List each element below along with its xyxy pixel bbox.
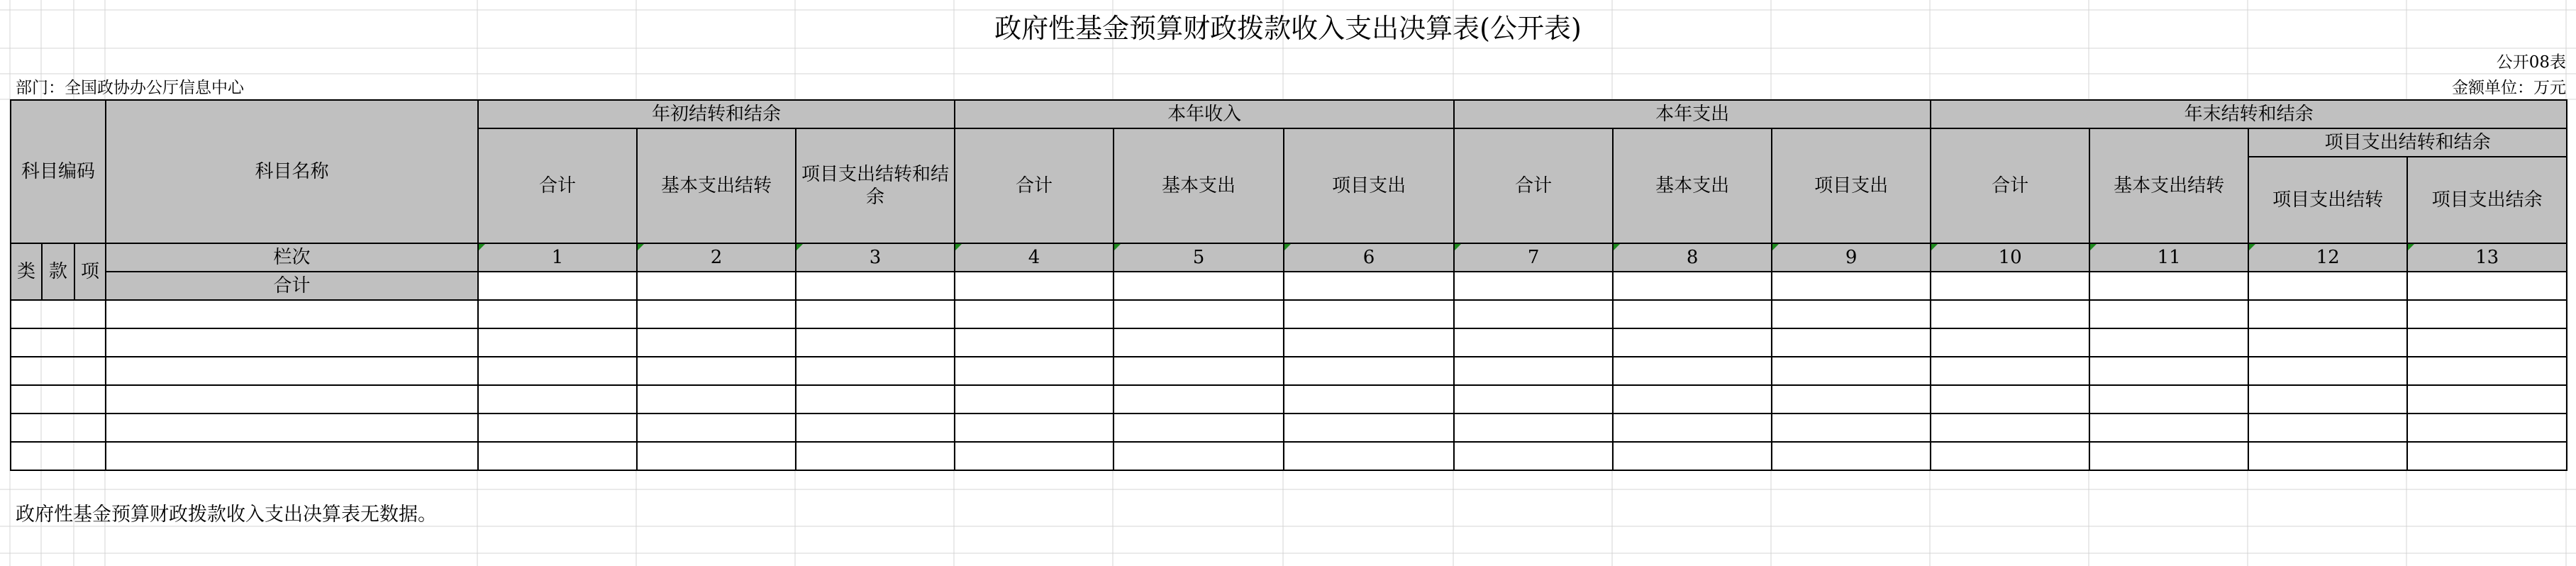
value-cell[interactable] xyxy=(1284,357,1454,385)
column-number: 4 xyxy=(955,243,1114,272)
value-cell[interactable] xyxy=(1114,328,1284,357)
table-row xyxy=(11,414,2567,442)
column-number: 10 xyxy=(1931,243,2089,272)
value-cell[interactable] xyxy=(478,357,637,385)
column-number: 3 xyxy=(796,243,955,272)
value-cell[interactable] xyxy=(796,414,955,442)
value-cell[interactable] xyxy=(478,442,637,470)
value-cell[interactable] xyxy=(796,300,955,328)
value-cell[interactable] xyxy=(1114,442,1284,470)
value-cell[interactable] xyxy=(637,300,796,328)
code-cell[interactable] xyxy=(11,414,106,442)
header-income-total: 合计 xyxy=(955,128,1114,243)
column-number: 1 xyxy=(478,243,637,272)
value-cell[interactable] xyxy=(1114,300,1284,328)
value-cell[interactable] xyxy=(637,385,796,414)
value-cell[interactable] xyxy=(2089,300,2248,328)
code-cell[interactable] xyxy=(11,385,106,414)
header-income-basic: 基本支出 xyxy=(1114,128,1284,243)
value-cell[interactable] xyxy=(1613,442,1772,470)
column-number: 2 xyxy=(637,243,796,272)
name-cell[interactable] xyxy=(106,328,478,357)
value-cell[interactable] xyxy=(1772,300,1931,328)
header-opening-project-carryover: 项目支出结转和结余 xyxy=(796,128,955,243)
value-cell[interactable] xyxy=(478,414,637,442)
value-cell[interactable] xyxy=(2089,414,2248,442)
header-closing-balance: 年末结转和结余 xyxy=(1931,100,2567,128)
value-cell[interactable] xyxy=(478,300,637,328)
code-cell[interactable] xyxy=(11,300,106,328)
name-cell[interactable] xyxy=(106,385,478,414)
column-number: 12 xyxy=(2248,243,2407,272)
value-cell[interactable] xyxy=(955,300,1114,328)
total-cell[interactable] xyxy=(1931,272,2089,300)
value-cell[interactable] xyxy=(2407,300,2567,328)
column-index-label: 栏次 xyxy=(106,243,478,272)
value-cell[interactable] xyxy=(1284,328,1454,357)
value-cell[interactable] xyxy=(1613,385,1772,414)
header-closing-basic-carryover: 基本支出结转 xyxy=(2089,128,2248,243)
header-closing-project-balance: 项目支出结余 xyxy=(2407,157,2567,243)
no-data-note: 政府性基金预算财政拨款收入支出决算表无数据。 xyxy=(16,504,437,526)
table-row xyxy=(11,328,2567,357)
total-cell[interactable] xyxy=(1772,272,1931,300)
header-opening-basic-carryover: 基本支出结转 xyxy=(637,128,796,243)
amount-unit-label: 金额单位：万元 xyxy=(2452,79,2566,97)
value-cell[interactable] xyxy=(1114,357,1284,385)
value-cell[interactable] xyxy=(1613,328,1772,357)
total-cell[interactable] xyxy=(2248,272,2407,300)
header-closing-project-carryover: 项目支出结转 xyxy=(2248,157,2407,243)
value-cell[interactable] xyxy=(796,328,955,357)
value-cell[interactable] xyxy=(2248,414,2407,442)
value-cell[interactable] xyxy=(1772,328,1931,357)
code-cell[interactable] xyxy=(11,442,106,470)
code-level-item: 项 xyxy=(74,243,106,300)
header-expenditure-total: 合计 xyxy=(1454,128,1613,243)
value-cell[interactable] xyxy=(1454,328,1613,357)
value-cell[interactable] xyxy=(2407,357,2567,385)
value-cell[interactable] xyxy=(796,442,955,470)
value-cell[interactable] xyxy=(955,414,1114,442)
total-cell[interactable] xyxy=(2089,272,2248,300)
value-cell[interactable] xyxy=(1931,442,2089,470)
value-cell[interactable] xyxy=(796,357,955,385)
value-cell[interactable] xyxy=(2407,414,2567,442)
header-expenditure-project: 项目支出 xyxy=(1772,128,1931,243)
value-cell[interactable] xyxy=(1772,357,1931,385)
header-opening-total: 合计 xyxy=(478,128,637,243)
value-cell[interactable] xyxy=(1931,300,2089,328)
table-row xyxy=(11,357,2567,385)
value-cell[interactable] xyxy=(1772,414,1931,442)
value-cell[interactable] xyxy=(637,328,796,357)
header-subject-code: 科目编码 xyxy=(11,100,106,243)
header-income-project: 项目支出 xyxy=(1284,128,1454,243)
value-cell[interactable] xyxy=(2248,357,2407,385)
value-cell[interactable] xyxy=(2248,328,2407,357)
value-cell[interactable] xyxy=(1454,442,1613,470)
value-cell[interactable] xyxy=(1613,357,1772,385)
name-cell[interactable] xyxy=(106,300,478,328)
total-cell[interactable] xyxy=(1454,272,1613,300)
table-row xyxy=(11,385,2567,414)
name-cell[interactable] xyxy=(106,357,478,385)
total-cell[interactable] xyxy=(1613,272,1772,300)
value-cell[interactable] xyxy=(637,414,796,442)
budget-table xyxy=(10,99,2567,471)
value-cell[interactable] xyxy=(1454,414,1613,442)
column-number: 5 xyxy=(1114,243,1284,272)
code-cell[interactable] xyxy=(11,328,106,357)
value-cell[interactable] xyxy=(1454,385,1613,414)
total-cell[interactable] xyxy=(2407,272,2567,300)
value-cell[interactable] xyxy=(1454,300,1613,328)
total-cell[interactable] xyxy=(478,272,637,300)
value-cell[interactable] xyxy=(1114,414,1284,442)
value-cell[interactable] xyxy=(1931,328,2089,357)
department-label: 部门：全国政协办公厅信息中心 xyxy=(16,79,244,97)
value-cell[interactable] xyxy=(1613,414,1772,442)
value-cell[interactable] xyxy=(955,442,1114,470)
value-cell[interactable] xyxy=(955,328,1114,357)
column-number: 11 xyxy=(2089,243,2248,272)
value-cell[interactable] xyxy=(1284,300,1454,328)
table-tag: 公开08表 xyxy=(2496,53,2566,72)
report-title: 政府性基金预算财政拨款收入支出决算表(公开表) xyxy=(994,13,1582,44)
value-cell[interactable] xyxy=(2089,328,2248,357)
code-cell[interactable] xyxy=(11,357,106,385)
value-cell[interactable] xyxy=(637,442,796,470)
value-cell[interactable] xyxy=(2089,385,2248,414)
value-cell[interactable] xyxy=(1114,385,1284,414)
table-row xyxy=(11,300,2567,328)
value-cell[interactable] xyxy=(1284,442,1454,470)
header-opening-balance: 年初结转和结余 xyxy=(478,100,955,128)
value-cell[interactable] xyxy=(1284,385,1454,414)
name-cell[interactable] xyxy=(106,442,478,470)
table-row xyxy=(11,442,2567,470)
value-cell[interactable] xyxy=(955,357,1114,385)
value-cell[interactable] xyxy=(796,385,955,414)
total-cell[interactable] xyxy=(1114,272,1284,300)
column-number: 8 xyxy=(1613,243,1772,272)
value-cell[interactable] xyxy=(478,385,637,414)
header-income: 本年收入 xyxy=(955,100,1454,128)
header-closing-total: 合计 xyxy=(1931,128,2089,243)
value-cell[interactable] xyxy=(2407,328,2567,357)
header-closing-project-group: 项目支出结转和结余 xyxy=(2248,128,2567,157)
value-cell[interactable] xyxy=(2089,357,2248,385)
value-cell[interactable] xyxy=(2407,385,2567,414)
code-level-section: 款 xyxy=(42,243,74,300)
column-number: 9 xyxy=(1772,243,1931,272)
value-cell[interactable] xyxy=(955,385,1114,414)
code-level-category: 类 xyxy=(11,243,42,300)
value-cell[interactable] xyxy=(1931,357,2089,385)
value-cell[interactable] xyxy=(2248,385,2407,414)
value-cell[interactable] xyxy=(1931,414,2089,442)
value-cell[interactable] xyxy=(478,328,637,357)
value-cell[interactable] xyxy=(1772,385,1931,414)
value-cell[interactable] xyxy=(1454,357,1613,385)
header-subject-name: 科目名称 xyxy=(106,100,478,243)
value-cell[interactable] xyxy=(1613,300,1772,328)
total-cell[interactable] xyxy=(955,272,1114,300)
value-cell[interactable] xyxy=(1284,414,1454,442)
header-expenditure: 本年支出 xyxy=(1454,100,1931,128)
header-expenditure-basic: 基本支出 xyxy=(1613,128,1772,243)
value-cell[interactable] xyxy=(2248,442,2407,470)
total-cell[interactable] xyxy=(796,272,955,300)
column-number: 13 xyxy=(2407,243,2567,272)
value-cell[interactable] xyxy=(2248,300,2407,328)
total-row-label: 合计 xyxy=(106,272,478,300)
value-cell[interactable] xyxy=(2089,442,2248,470)
total-cell[interactable] xyxy=(1284,272,1454,300)
value-cell[interactable] xyxy=(1772,442,1931,470)
name-cell[interactable] xyxy=(106,414,478,442)
value-cell[interactable] xyxy=(1931,385,2089,414)
value-cell[interactable] xyxy=(2407,442,2567,470)
value-cell[interactable] xyxy=(637,357,796,385)
column-number: 6 xyxy=(1284,243,1454,272)
total-cell[interactable] xyxy=(637,272,796,300)
column-number: 7 xyxy=(1454,243,1613,272)
